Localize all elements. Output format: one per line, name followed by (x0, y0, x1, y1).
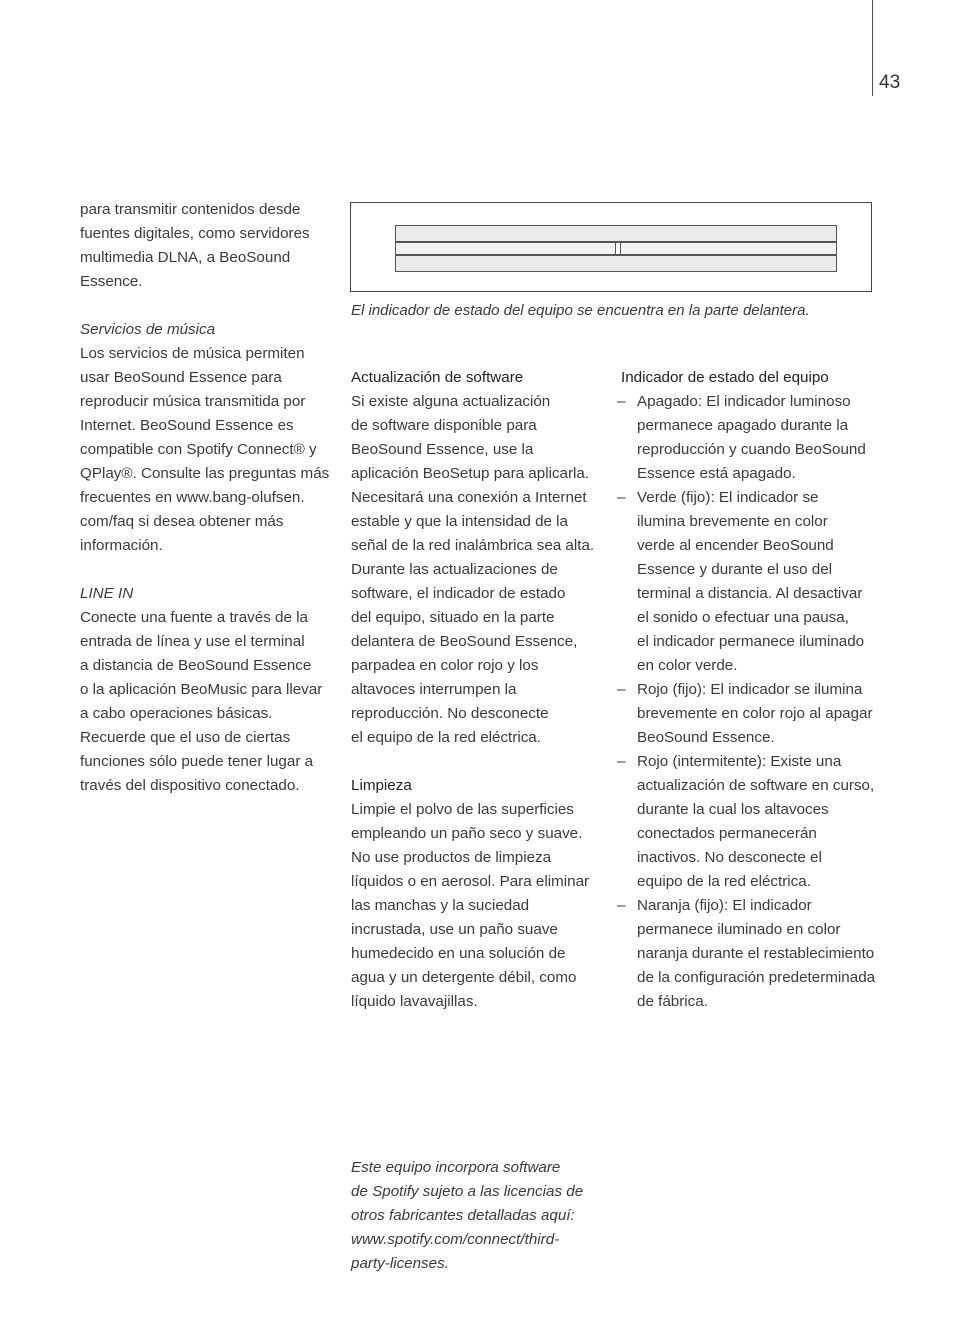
device-front-illustration (350, 202, 872, 292)
list-item: – Verde (fijo): El indicador se ilumina brevemente en color verde al encender BeoSound Essence y durante el uso del terminal a distancia. Al desactivar el sonido o efectuar una pausa, el indicador permanece iluminado en color verde. (621, 486, 879, 678)
line-in-paragraph: Conecte una fuente a través de la entrada de línea y use el terminal a distancia de BeoSound Essence o la aplicación BeoMusic para llevar a cabo operaciones básicas. Recuerde que el uso de ciertas funciones sólo puede tener lugar a través del dispositivo conectado. (80, 609, 323, 794)
device-top-panel (395, 225, 837, 242)
status-indicator-list (621, 390, 879, 1014)
line-in-heading: LINE IN (80, 585, 134, 602)
list-item: – Apagado: El indicador luminoso permanece apagado durante la reproducción y cuando BeoSound Essence está apagado. (621, 390, 879, 486)
column-left (80, 198, 336, 798)
music-services-heading: Servicios de música (80, 321, 216, 338)
figure-caption: El indicador de estado del equipo se encuentra en la parte delantera. (351, 302, 810, 319)
page-number: 43 (879, 72, 901, 93)
column-right (621, 366, 879, 1014)
intro-paragraph: para transmitir contenidos desde fuentes digitales, como servidores multimedia DLNA, a BeoSound Essence. (80, 201, 310, 290)
cleaning-paragraph: Limpie el polvo de las superficies empleando un paño seco y suave. No use productos de limpieza líquidos o en aerosol. Para eliminar las manchas y la suciedad incrustada, use un paño suave humedecido en una solución de agua y un detergente débil, como líquido lavavajillas. (351, 801, 590, 1010)
music-services-paragraph: Los servicios de música permiten usar BeoSound Essence para reproducir música transmitida por Internet. BeoSound Essence es compatible con Spotify Connect® y QPlay®. Consulte las preguntas más frecuentes en www.bang-olufsen. com/faq si desea obtener más información. (80, 345, 330, 554)
status-indicator-light (615, 243, 621, 254)
software-update-paragraph: Si existe alguna actualización de software disponible para BeoSound Essence, use la aplicación BeoSetup para aplicarla. Necesitará una conexión a Internet estable y que la intensidad de la señal de la red inalámbrica sea alta. Durante las actualizaciones de software, el indicador de estado del equipo, situado en la parte delantera de BeoSound Essence, parpadea en color rojo y los altavoces interrumpen la reproducción. No desconecte el equipo de la red eléctrica. (351, 393, 595, 746)
device-bottom-panel (395, 255, 837, 272)
column-middle (351, 366, 609, 1014)
spotify-license-note: Este equipo incorpora software de Spotify sujeto a las licencias de otros fabricantes detalladas aquí: www.spotify.com/connect/third- party-licenses. (351, 1159, 584, 1272)
page-margin-rule (872, 0, 873, 96)
software-update-heading: Actualización de software (351, 369, 524, 386)
cleaning-heading: Limpieza (351, 777, 412, 794)
status-indicator-heading: Indicador de estado del equipo (621, 369, 829, 386)
list-item: – Rojo (intermitente): Existe una actualización de software en curso, durante la cual los altavoces conectados permanecerán inactivos. No desconecte el equipo de la red eléctrica. (621, 750, 879, 894)
list-item: – Rojo (fijo): El indicador se ilumina brevemente en color rojo al apagar BeoSound Essence. (621, 678, 879, 750)
device-front-strip (395, 242, 837, 255)
list-item: – Naranja (fijo): El indicador permanece iluminado en color naranja durante el restablecimiento de la configuración predeterminada de fábrica. (621, 894, 879, 1014)
